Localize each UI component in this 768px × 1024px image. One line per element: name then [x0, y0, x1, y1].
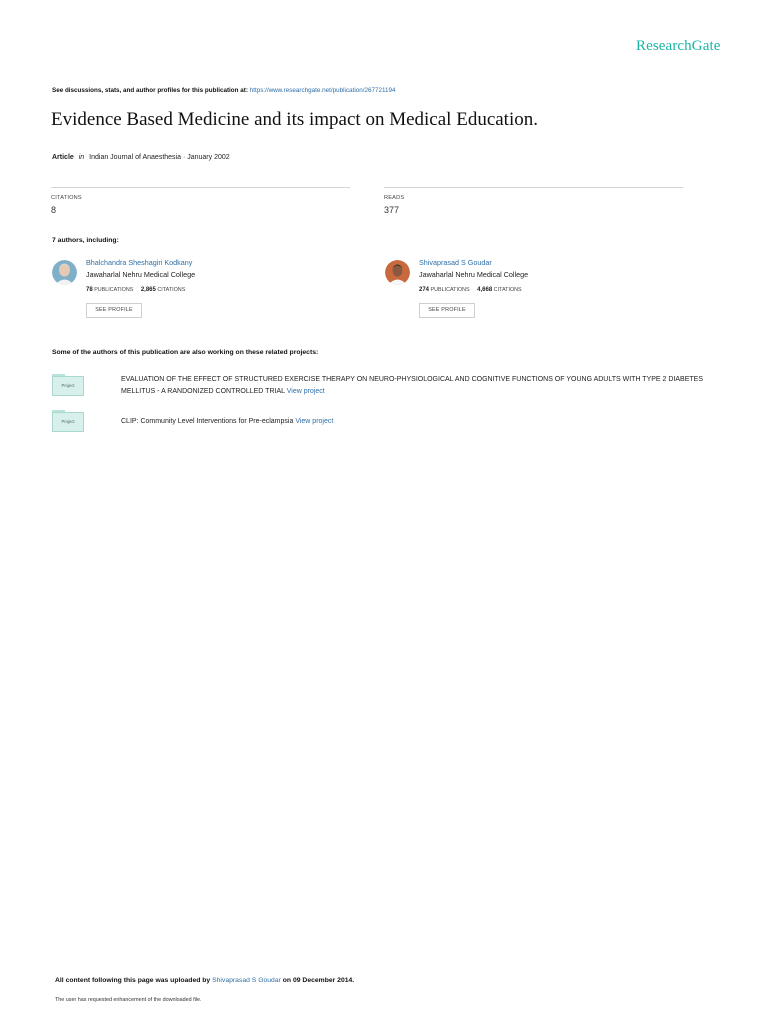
stats-divider-left [51, 187, 350, 188]
enhancement-note: The user has requested enhancement of the downloaded file. [55, 997, 202, 1003]
author-publications-count: 274 [419, 287, 430, 293]
project-title: CLIP: Community Level Interventions for Pre-eclampsia [121, 418, 294, 425]
see-profile-button[interactable]: SEE PROFILE [419, 303, 475, 318]
publication-in: in [78, 154, 85, 161]
upload-notice [55, 977, 354, 984]
author-citations-count: 2,865 [140, 287, 156, 293]
projects-heading: Some of the authors of this publication are also working on these related projects: [52, 349, 319, 356]
publication-url-link[interactable]: https://www.researchgate.net/publication/267721194 [249, 87, 396, 94]
author-name-link[interactable]: Shivaprasad S Goudar [419, 258, 492, 267]
stats-divider-right [384, 187, 683, 188]
author-publications-count: 78 [86, 287, 93, 293]
author-citations-label: CITATIONS [157, 287, 186, 293]
author-name-link[interactable]: Bhalchandra Sheshagiri Kodkany [86, 258, 193, 267]
see-discussions-text: See discussions, stats, and author profiles for this publication at: [52, 87, 248, 94]
researchgate-logo[interactable]: ResearchGate [636, 38, 721, 54]
uploader-link[interactable]: Shivaprasad S Goudar [212, 977, 281, 984]
author-citations-count: 4,668 [477, 287, 493, 293]
upload-suffix: on 09 December 2014. [282, 977, 355, 984]
journal-date: Indian Journal of Anaesthesia · January 2002 [89, 154, 230, 161]
project-folder-icon[interactable] [52, 410, 84, 432]
publication-title: Evidence Based Medicine and its impact on Medical Education. [51, 109, 538, 130]
citations-label: CITATIONS [51, 195, 82, 201]
publication-meta [52, 154, 230, 161]
author-citations-label: CITATIONS [493, 287, 522, 293]
author-stats [86, 287, 185, 293]
view-project-link[interactable]: View project [286, 388, 325, 395]
see-discussions-line [52, 87, 396, 94]
reads-label: READS [384, 195, 405, 201]
author-publications-label: PUBLICATIONS [430, 287, 470, 293]
project-thumb-label: Project [52, 412, 84, 432]
project-folder-icon[interactable] [52, 374, 84, 396]
author-card [52, 258, 352, 322]
author-institution: Jawaharlal Nehru Medical College [419, 270, 529, 279]
upload-prefix: All content following this page was uploaded by [55, 977, 211, 984]
author-publications-label: PUBLICATIONS [94, 287, 134, 293]
author-card [385, 258, 685, 322]
project-thumb-label: Project [52, 376, 84, 396]
author-photo-icon[interactable] [385, 260, 410, 285]
author-institution: Jawaharlal Nehru Medical College [86, 270, 196, 279]
view-project-link[interactable]: View project [295, 418, 334, 425]
project-title: EVALUATION OF THE EFFECT OF STRUCTURED EXERCISE THERAPY ON NEURO-PHYSIOLOGICAL AND COGNITIVE FUNCTIONS OF YOUNG ADULTS WITH TYPE 2 DIABETES MELLITUS - A RANDONIZED CONTROLLED TRIAL [121, 376, 703, 395]
project-description [121, 374, 721, 398]
authors-heading: 7 authors, including: [52, 237, 119, 244]
project-description [121, 416, 721, 428]
reads-value: 377 [384, 205, 400, 215]
citations-value: 8 [51, 205, 57, 215]
author-stats [419, 287, 522, 293]
author-photo-icon[interactable] [52, 260, 77, 285]
publication-kind: Article [52, 154, 74, 161]
see-profile-button[interactable]: SEE PROFILE [86, 303, 142, 318]
